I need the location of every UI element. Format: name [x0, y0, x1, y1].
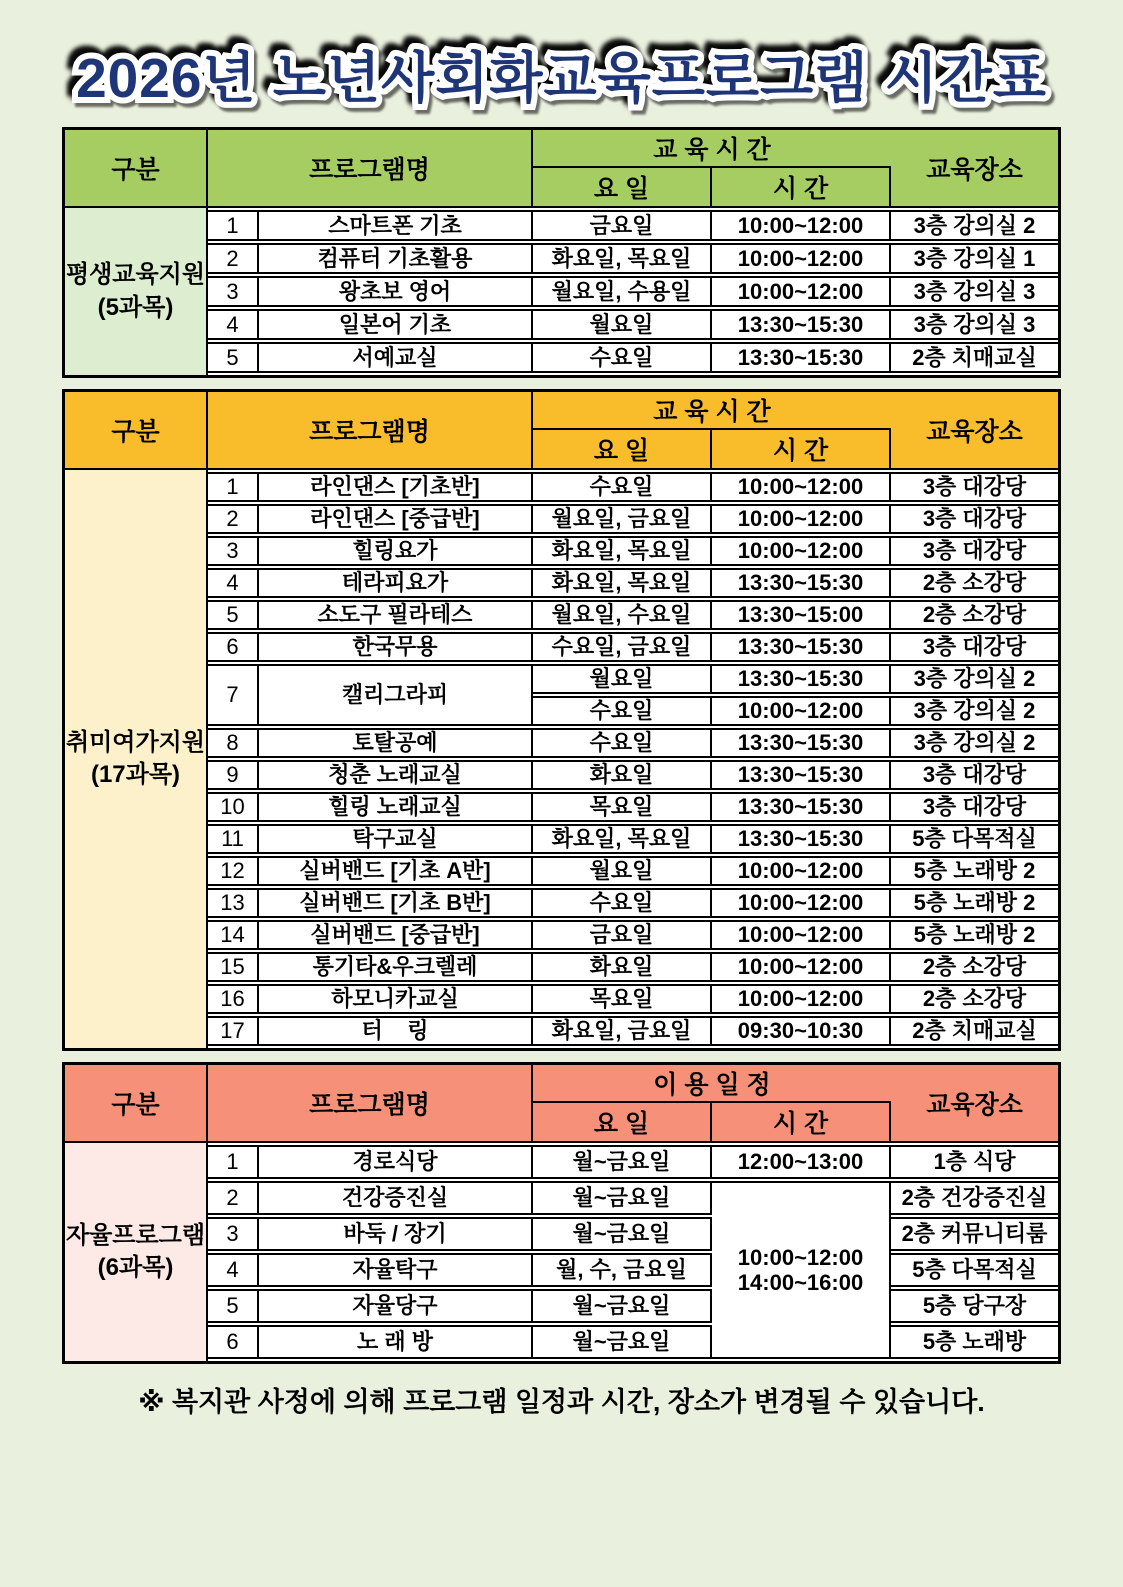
- section-header: [65, 1065, 1058, 1143]
- day-cell: 월요일: [533, 856, 712, 886]
- time-cell: 10:00~12:00: [712, 888, 891, 918]
- row-number-cell: 2: [208, 243, 259, 274]
- place-cell: 2층 건강증진실: [891, 1181, 1058, 1215]
- day-cell: 화요일, 목요일: [533, 824, 712, 854]
- section-body: [65, 470, 1058, 1048]
- program-name-cell: 자율탁구: [259, 1253, 533, 1287]
- row-number-cell: 16: [208, 984, 259, 1014]
- program-name-cell: 경로식당: [259, 1145, 533, 1179]
- day-cell: 금요일: [533, 210, 712, 241]
- day-cell: 월요일, 금요일: [533, 504, 712, 534]
- program-name-cell: 왕초보 영어: [259, 276, 533, 307]
- place-cell: 3층 대강당: [891, 536, 1058, 566]
- time-cell: 13:30~15:30: [712, 760, 891, 790]
- header-place: 교육장소: [926, 418, 1023, 446]
- time-cell: 10:00~12:00: [712, 276, 891, 307]
- day-cell: 월~금요일: [533, 1145, 712, 1179]
- program-name-cell: 힐링요가: [259, 536, 533, 566]
- time-cell: 13:30~15:30: [712, 632, 891, 662]
- category-line: (5과목): [97, 293, 174, 321]
- time-cell: 10:00~12:00: [712, 472, 891, 502]
- place-cell: 2층 소강당: [891, 600, 1058, 630]
- row-number-cell: 12: [208, 856, 259, 886]
- merged-time-cell: [712, 1181, 891, 1359]
- row-number-cell: 1: [208, 210, 259, 241]
- row-number-cell: 5: [208, 1289, 259, 1323]
- time-cell: 13:30~15:00: [712, 600, 891, 630]
- header-time: 시 간: [712, 168, 891, 206]
- title-wrap: [62, 34, 1061, 113]
- day-cell: 목요일: [533, 792, 712, 822]
- time-cell: 10:00~12:00: [712, 504, 891, 534]
- row-number-cell: 11: [208, 824, 259, 854]
- program-name-cell: 라인댄스 [중급반]: [259, 504, 533, 534]
- place-cell: 3층 대강당: [891, 760, 1058, 790]
- row-number-cell: 1: [208, 1145, 259, 1179]
- program-name-cell: 실버밴드 [기초 B반]: [259, 888, 533, 918]
- day-cell: 월요일: [533, 309, 712, 340]
- place-cell: 3층 대강당: [891, 472, 1058, 502]
- place-cell: 2층 소강당: [891, 984, 1058, 1014]
- place-cell: 3층 대강당: [891, 632, 1058, 662]
- time-cell: 13:30~15:30: [712, 568, 891, 598]
- row-number-cell: 9: [208, 760, 259, 790]
- program-name-cell: 캘리그라피: [259, 664, 533, 726]
- place-cell: 2층 소강당: [891, 568, 1058, 598]
- header-day: 요 일: [533, 1103, 712, 1141]
- header-time-group: 교 육 시 간: [533, 130, 891, 168]
- header-day: 요 일: [533, 168, 712, 206]
- row-number-cell: 10: [208, 792, 259, 822]
- time-cell: 13:30~15:30: [712, 728, 891, 758]
- category-line: (6과목): [97, 1254, 174, 1281]
- day-cell: 월요일: [533, 664, 712, 694]
- day-cell: 목요일: [533, 984, 712, 1014]
- header-place: 교육장소: [926, 1091, 1023, 1119]
- program-name-cell: 토탈공예: [259, 728, 533, 758]
- time-cell: 10:00~12:00: [712, 243, 891, 274]
- day-cell: 수요일: [533, 696, 712, 726]
- day-cell: 화요일: [533, 760, 712, 790]
- row-number-cell: 2: [208, 1181, 259, 1215]
- day-cell: 금요일: [533, 920, 712, 950]
- place-cell: 2층 치매교실: [891, 342, 1058, 373]
- merged-time-line: 10:00~12:00: [737, 1244, 864, 1270]
- header-time-group: 이 용 일 정: [533, 1065, 891, 1103]
- place-cell: 2층 커뮤니티룸: [891, 1217, 1058, 1251]
- program-name-cell: 테라피요가: [259, 568, 533, 598]
- time-cell: 10:00~12:00: [712, 536, 891, 566]
- place-cell: 2층 치매교실: [891, 1016, 1058, 1046]
- place-cell: 3층 대강당: [891, 792, 1058, 822]
- section-body: [65, 1143, 1058, 1361]
- row-number-cell: 14: [208, 920, 259, 950]
- program-name-cell: 노 래 방: [259, 1325, 533, 1359]
- place-cell: 3층 강의실 2: [891, 210, 1058, 241]
- time-cell: 13:30~15:30: [712, 342, 891, 373]
- time-cell: 10:00~12:00: [712, 984, 891, 1014]
- day-cell: 화요일: [533, 952, 712, 982]
- place-cell: 3층 강의실 3: [891, 276, 1058, 307]
- row-number-cell: 4: [208, 568, 259, 598]
- program-name-cell: 서예교실: [259, 342, 533, 373]
- place-cell: 5층 노래방 2: [891, 888, 1058, 918]
- category-line: 자율프로그램: [65, 1221, 206, 1249]
- place-cell: 3층 강의실 2: [891, 664, 1058, 694]
- row-number-cell: 3: [208, 536, 259, 566]
- place-cell: 5층 노래방 2: [891, 920, 1058, 950]
- row-number-cell: 1: [208, 472, 259, 502]
- day-cell: 화요일, 목요일: [533, 568, 712, 598]
- program-name-cell: 실버밴드 [기초 A반]: [259, 856, 533, 886]
- header-place: 교육장소: [926, 156, 1023, 184]
- time-cell: 10:00~12:00: [712, 856, 891, 886]
- program-name-cell: 스마트폰 기초: [259, 210, 533, 241]
- category-cell: [65, 1143, 208, 1361]
- category-line: 평생교육지원: [65, 261, 206, 289]
- place-cell: 3층 대강당: [891, 504, 1058, 534]
- row-number-cell: 6: [208, 1325, 259, 1359]
- section-hobby-leisure: [62, 389, 1061, 1051]
- header-day: 요 일: [533, 430, 712, 468]
- day-cell: 화요일, 목요일: [533, 536, 712, 566]
- place-cell: 5층 노래방: [891, 1325, 1058, 1359]
- section-body: [65, 208, 1058, 375]
- time-cell: 12:00~13:00: [712, 1145, 891, 1179]
- page-title: 2026년 노년사회화교육프로그램 시간표 2026년 노년사회화교육프로그램 시간표: [76, 34, 1047, 113]
- day-cell: 월~금요일: [533, 1289, 712, 1323]
- day-cell: 월~금요일: [533, 1217, 712, 1251]
- day-cell: 수요일: [533, 888, 712, 918]
- header-time-group: 교 육 시 간: [533, 392, 891, 430]
- row-number-cell: 5: [208, 342, 259, 373]
- header-program: 프로그램명: [208, 130, 533, 206]
- program-name-cell: 탁구교실: [259, 824, 533, 854]
- time-cell: 13:30~15:30: [712, 309, 891, 340]
- category-cell: [65, 208, 208, 375]
- day-cell: 화요일, 금요일: [533, 1016, 712, 1046]
- day-cell: 월요일, 수용일: [533, 276, 712, 307]
- day-cell: 수요일: [533, 728, 712, 758]
- header-time: 시 간: [712, 1103, 891, 1141]
- program-name-cell: 힐링 노래교실: [259, 792, 533, 822]
- program-name-cell: 청춘 노래교실: [259, 760, 533, 790]
- rows-grid: [208, 1143, 1058, 1361]
- time-cell: 13:30~15:30: [712, 824, 891, 854]
- program-name-cell: 건강증진실: [259, 1181, 533, 1215]
- timetable-sections: [62, 127, 1061, 1364]
- row-number-cell: 2: [208, 504, 259, 534]
- program-name-cell: 자율당구: [259, 1289, 533, 1323]
- day-cell: 수요일: [533, 342, 712, 373]
- category-line: (17과목): [90, 761, 181, 788]
- rows-grid: [208, 208, 1058, 375]
- time-cell: 10:00~12:00: [712, 210, 891, 241]
- day-cell: 월~금요일: [533, 1181, 712, 1215]
- day-cell: 화요일, 목요일: [533, 243, 712, 274]
- program-name-cell: 한국무용: [259, 632, 533, 662]
- program-name-cell: 라인댄스 [기초반]: [259, 472, 533, 502]
- section-header: [65, 130, 1058, 208]
- row-number-cell: 8: [208, 728, 259, 758]
- row-number-cell: 15: [208, 952, 259, 982]
- place-cell: 1층 식당: [891, 1145, 1058, 1179]
- time-cell: 13:30~15:30: [712, 664, 891, 694]
- program-name-cell: 일본어 기초: [259, 309, 533, 340]
- header-program: 프로그램명: [208, 392, 533, 468]
- place-cell: 5층 다목적실: [891, 1253, 1058, 1287]
- header-category: 구분: [65, 130, 208, 206]
- header-category: 구분: [65, 1065, 208, 1141]
- row-number-cell: 17: [208, 1016, 259, 1046]
- place-cell: 3층 강의실 2: [891, 696, 1058, 726]
- rows-grid: [208, 470, 1058, 1048]
- day-cell: 수요일: [533, 472, 712, 502]
- row-number-cell: 4: [208, 309, 259, 340]
- program-name-cell: 소도구 필라테스: [259, 600, 533, 630]
- header-program: 프로그램명: [208, 1065, 533, 1141]
- merged-time-line: 14:00~16:00: [737, 1270, 864, 1295]
- category-cell: [65, 470, 208, 1048]
- time-cell: 09:30~10:30: [712, 1016, 891, 1046]
- time-cell: 13:30~15:30: [712, 792, 891, 822]
- program-name-cell: 실버밴드 [중급반]: [259, 920, 533, 950]
- row-number-cell: 7: [208, 664, 259, 726]
- header-category: 구분: [65, 392, 208, 468]
- category-line: 취미여가지원: [65, 728, 206, 756]
- row-number-cell: 13: [208, 888, 259, 918]
- place-cell: 5층 다목적실: [891, 824, 1058, 854]
- place-cell: 3층 강의실 3: [891, 309, 1058, 340]
- program-name-cell: 터 링: [259, 1016, 533, 1046]
- place-cell: 3층 강의실 2: [891, 728, 1058, 758]
- day-cell: 월요일, 수요일: [533, 600, 712, 630]
- row-number-cell: 3: [208, 1217, 259, 1251]
- day-cell: 월, 수, 금요일: [533, 1253, 712, 1287]
- place-cell: 3층 강의실 1: [891, 243, 1058, 274]
- section-lifelong-education: [62, 127, 1061, 378]
- time-cell: 10:00~12:00: [712, 920, 891, 950]
- program-name-cell: 하모니카교실: [259, 984, 533, 1014]
- place-cell: 5층 당구장: [891, 1289, 1058, 1323]
- section-self-program: [62, 1062, 1061, 1364]
- day-cell: 수요일, 금요일: [533, 632, 712, 662]
- program-name-cell: 통기타&우크렐레: [259, 952, 533, 982]
- program-name-cell: 컴퓨터 기초활용: [259, 243, 533, 274]
- footer-note: ※ 복지관 사정에 의해 프로그램 일정과 시간, 장소가 변경될 수 있습니다.: [138, 1387, 985, 1417]
- time-cell: 10:00~12:00: [712, 696, 891, 726]
- section-header: [65, 392, 1058, 470]
- place-cell: 2층 소강당: [891, 952, 1058, 982]
- row-number-cell: 4: [208, 1253, 259, 1287]
- header-time: 시 간: [712, 430, 891, 468]
- place-cell: 5층 노래방 2: [891, 856, 1058, 886]
- row-number-cell: 6: [208, 632, 259, 662]
- row-number-cell: 5: [208, 600, 259, 630]
- time-cell: 10:00~12:00: [712, 952, 891, 982]
- program-name-cell: 바둑 / 장기: [259, 1217, 533, 1251]
- row-number-cell: 3: [208, 276, 259, 307]
- day-cell: 월~금요일: [533, 1325, 712, 1359]
